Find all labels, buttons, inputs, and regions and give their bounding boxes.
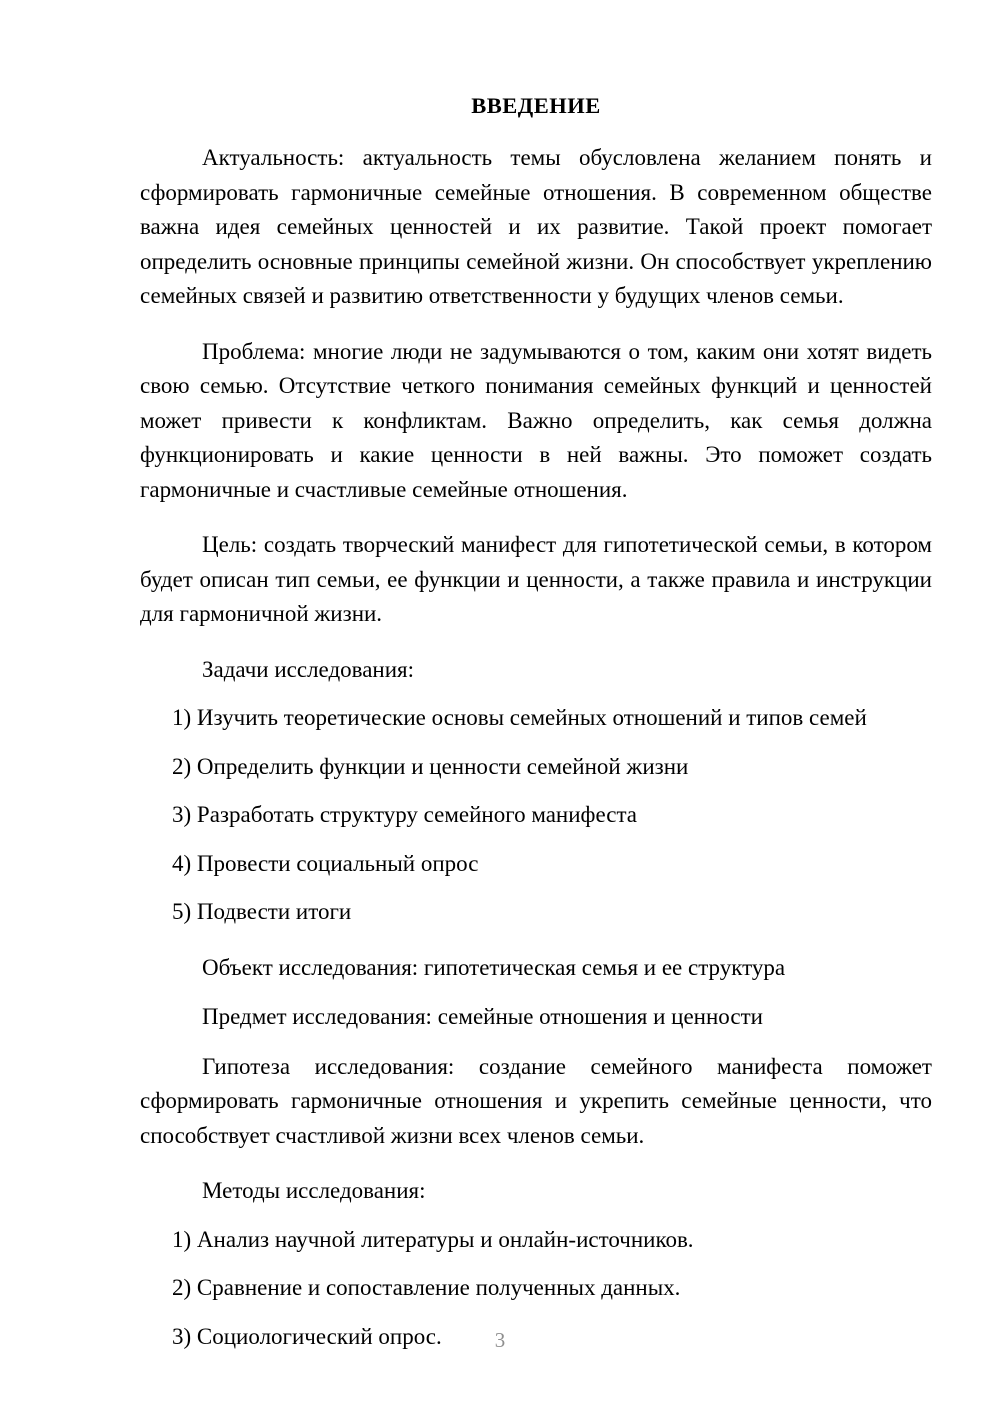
- list-item: 2) Сравнение и сопоставление полученных данных.: [172, 1275, 681, 1300]
- page-title: ВВЕДЕНИЕ: [471, 93, 601, 118]
- list-item: 3) Разработать структуру семейного манифеста: [172, 802, 637, 827]
- paragraph-relevance: Актуальность: актуальность темы обусловлена желанием понять и сформировать гармоничные семейные отношения. В современном обществе важна идея семейных ценностей и их развитие. Такой проект помогает определить основные принципы семейной жизни. Он способствует укреплению семейных связей и развитию ответственности у будущих членов семьи.: [140, 145, 932, 308]
- paragraph-problem: Проблема: многие люди не задумываются о том, каким они хотят видеть свою семью. Отсутствие четкого понимания семейных функций и ценностей может привести к конфликтам. Важно определить, как семья должна функционировать и какие ценности в ней важны. Это поможет создать гармоничные и счастливые семейные отношения.: [140, 338, 932, 502]
- list-item: 4) Провести социальный опрос: [172, 850, 479, 876]
- paragraph-goal: Цель: создать творческий манифест для гипотетической семьи, в котором будет описан тип семьи, ее функции и ценности, а также правила и инструкции для гармоничной жизни.: [140, 532, 932, 626]
- list-item: 2) Определить функции и ценности семейной жизни: [172, 753, 689, 779]
- paragraph-hypothesis: Гипотеза исследования: создание семейного манифеста поможет сформировать гармоничные отношения и укрепить семейные ценности, что способствует счастливой жизни всех членов семьи.: [140, 1053, 932, 1148]
- list-item: 3) Социологический опрос.: [172, 1323, 442, 1349]
- paragraph-subject: Предмет исследования: семейные отношения и ценности: [202, 1004, 763, 1029]
- list-item: 1) Анализ научной литературы и онлайн-источников.: [172, 1226, 694, 1252]
- heading-tasks: Задачи исследования:: [202, 656, 415, 682]
- document-body: [140, 0, 932, 1354]
- page-number: 3: [494, 1328, 506, 1352]
- list-item: 1) Изучить теоретические основы семейных отношений и типов семей: [172, 705, 867, 730]
- paragraph-object: Объект исследования: гипотетическая семья и ее структура: [202, 954, 786, 980]
- heading-methods: Методы исследования:: [202, 1178, 426, 1203]
- list-item: 5) Подвести итоги: [172, 899, 352, 924]
